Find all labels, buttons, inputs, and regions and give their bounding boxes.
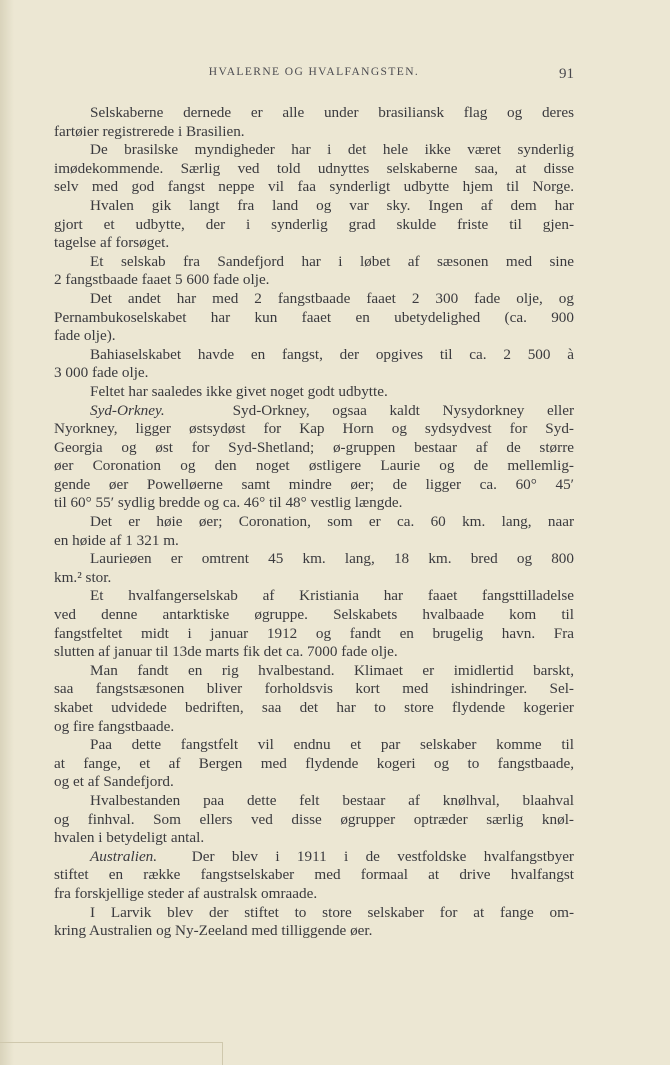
text-line: en høide af 1 321 m. — [54, 531, 179, 549]
text-line: 2 fangstbaade faaet 5 600 fade olje. — [54, 271, 270, 289]
text-line: fangstfeltet midt i januar 1912 og fandt en brugelig havn. Fra — [54, 624, 574, 642]
text-line: kring Australien og Ny-Zeeland med tilliggende øer. — [54, 922, 373, 940]
text-line: fartøier registrerede i Brasilien. — [54, 122, 245, 140]
text-line: stiftet en række fangstselskaber med formaal at drive hvalfangst — [54, 866, 574, 884]
text-line: Laurieøen er omtrent 45 km. lang, 18 km. bred og 800 — [90, 550, 574, 568]
page-number: 91 — [559, 66, 574, 82]
text-line: saa fangstsæsonen bliver forholdsvis kort med ishindringer. Sel- — [54, 680, 574, 698]
text-line: Syd-Orkney, ogsaa kaldt Nysydorkney eller — [232, 401, 574, 419]
text-line: Hvalen gik langt fra land og var sky. Ingen af dem har — [90, 196, 574, 214]
text-line: fade olje). — [54, 327, 116, 345]
text-line: selv med god fangst neppe vil faa synderligt udbytte hjem til Norge. — [54, 178, 574, 196]
text-line: tagelse af forsøget. — [54, 234, 170, 252]
text-line: imødekommende. Særlig ved told udnyttes selskaberne saa, at disse — [54, 159, 574, 177]
text-line: Det er høie øer; Coronation, som er ca. 60 km. lang, naar — [90, 513, 574, 531]
text-line: Nyorkney, ligger østsydøst for Kap Horn og sydsydvest for Syd- — [54, 420, 574, 438]
text-line-with-heading — [54, 848, 574, 867]
text-line: og finhval. Som ellers ved disse øgrupper optræder særlig knøl- — [54, 810, 574, 828]
body-text — [54, 104, 574, 941]
text-line: Selskaberne dernede er alle under brasiliansk flag og deres — [90, 104, 574, 121]
page-corner-mark — [0, 1042, 223, 1065]
text-line: hvalen i betydeligt antal. — [54, 829, 205, 847]
text-line: og fire fangstbaade. — [54, 717, 175, 735]
text-line: til 60° 55′ sydlig bredde og ca. 46° til 48° vestlig længde. — [54, 494, 403, 512]
text-line: Der blev i 1911 i de vestfoldske hvalfangstbyer — [191, 847, 574, 865]
text-line: gjort et udbytte, der i synderlig grad skulde friste til gjen- — [54, 215, 574, 233]
text-line: og et af Sandefjord. — [54, 773, 174, 791]
text-line: Paa dette fangstfelt vil endnu et par selskaber komme til — [90, 736, 574, 754]
running-header — [54, 66, 574, 86]
text-line: Et selskab fra Sandefjord har i løbet af sæsonen med sine — [90, 252, 574, 270]
text-line: Hvalbestanden paa dette felt bestaar af knølhval, blaahval — [90, 791, 574, 809]
text-line: fra forskjellige steder af australsk omraade. — [54, 884, 318, 902]
text-line: Pernambukoselskabet har kun faaet en ubetydelighed (ca. 900 — [54, 308, 574, 326]
text-line: slutten af januar til 13de marts fik det ca. 7000 fade olje. — [54, 643, 398, 661]
text-line: Bahiaselskabet havde en fangst, der opgives til ca. 2 500 à — [90, 345, 574, 363]
section-heading-syd-orkney: Syd-Orkney. — [90, 401, 165, 419]
running-title: HVALERNE OG HVALFANGSTEN. — [208, 66, 420, 78]
text-line: at fange, et af Bergen med flydende kogeri og to fangstbaade, — [54, 754, 574, 772]
text-line: Det andet har med 2 fangstbaade faaet 2 300 fade olje, og — [90, 289, 574, 307]
text-line: I Larvik blev der stiftet to store selskaber for at fange om- — [90, 903, 574, 921]
text-line: skabet udvidede bedriften, saa det har to store flydende kogerier — [54, 699, 574, 716]
text-line: gende øer Powelløerne samt mindre øer; de ligger ca. 60° 45′ — [54, 475, 574, 493]
text-line: Et hvalfangerselskab af Kristiania har faaet fangsttilladelse — [90, 587, 574, 605]
page-edge-shadow — [0, 0, 14, 1065]
text-line: Georgia og øst for Syd-Shetland; ø-gruppen bestaar af de større — [54, 438, 574, 456]
text-line: Feltet har saaledes ikke givet noget godt udbytte. — [90, 382, 388, 400]
text-line: Man fandt en rig hvalbestand. Klimaet er imidlertid barskt, — [90, 661, 574, 679]
text-line-with-heading — [54, 402, 574, 421]
text-line: øer Coronation og den noget østligere Laurie og de mellemlig- — [54, 457, 574, 475]
section-heading-australien: Australien. — [90, 847, 158, 865]
text-line: De brasilske myndigheder har i det hele ikke været synderlig — [90, 141, 574, 159]
text-line: 3 000 fade olje. — [54, 364, 149, 382]
text-line: ved denne antarktiske øgruppe. Selskabets hvalbaade kom til — [54, 606, 574, 624]
text-line: km.² stor. — [54, 568, 112, 586]
